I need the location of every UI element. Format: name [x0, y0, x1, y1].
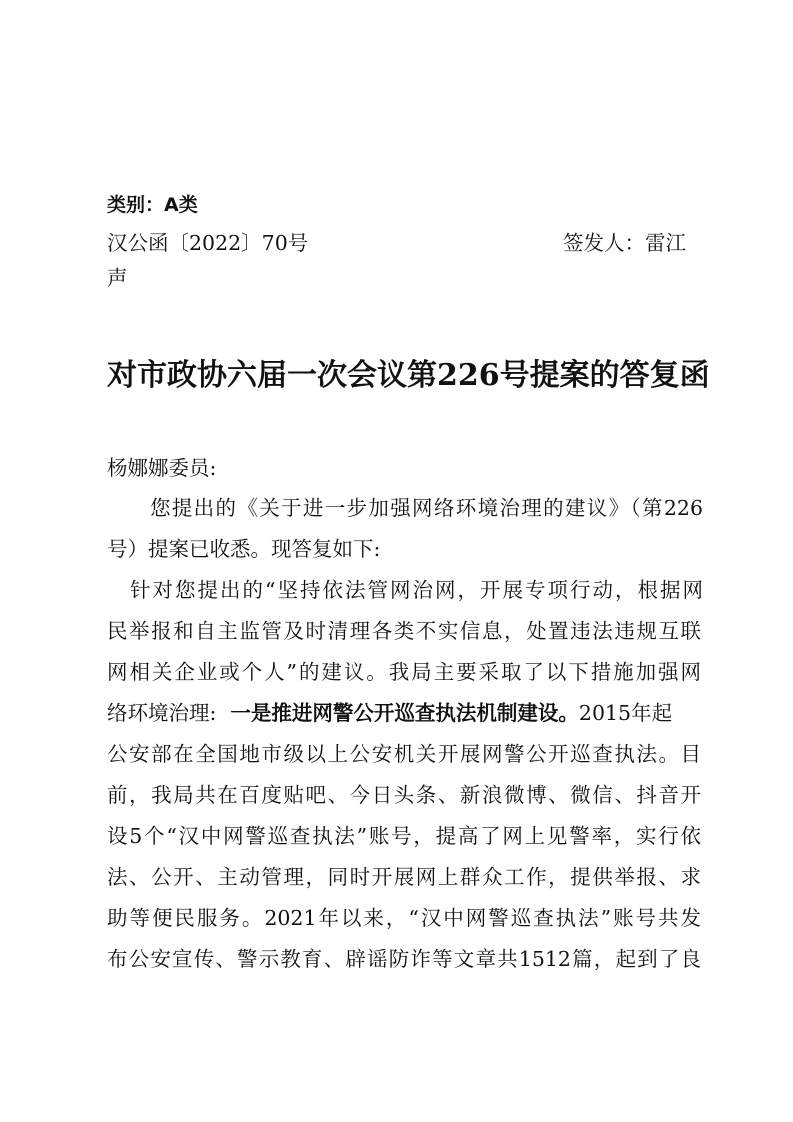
- paragraph-1-line-2: 号）提案已收悉。现答复如下:: [107, 537, 381, 561]
- paragraph-2-line-3: 网相关企业或个人”的建议。我局主要采取了以下措施加强网: [107, 660, 701, 684]
- paragraph-2-line-4: [107, 699, 701, 727]
- emphasis-measure-one: 一是推进网警公开巡查执法机制建设。: [230, 701, 579, 725]
- paragraph-2-line-4-start: 络环境治理:: [107, 701, 217, 725]
- signer-label: 签发人：雷江: [563, 231, 686, 255]
- paragraph-2-line-2: 民举报和自主监管及时清理各类不实信息，处置违法违规互联: [107, 619, 701, 643]
- paragraph-2-line-9: 助等便民服务。2021年以来，“汉中网警巡查执法”账号共发: [107, 906, 701, 930]
- document-category: 类别：A类: [107, 194, 198, 216]
- paragraph-2-line-7: 设5个“汉中网警巡查执法”账号，提高了网上见警率，实行依: [107, 824, 701, 848]
- paragraph-2-line-6: 前，我局共在百度贴吧、今日头条、新浪微博、微信、抖音开: [107, 783, 701, 807]
- paragraph-2-line-1: 针对您提出的“坚持依法管网治网，开展专项行动，根据网: [130, 578, 703, 602]
- paragraph-2-line-4-end: 2015年起: [578, 701, 673, 725]
- paragraph-2-line-10: 布公安宣传、警示教育、辟谣防诈等文章共1512篇，起到了良: [107, 947, 701, 971]
- salutation: 杨娜娜委员:: [107, 456, 217, 480]
- paragraph-2-line-8: 法、公开、主动管理，同时开展网上群众工作，提供举报、求: [107, 865, 701, 889]
- signer-name-continuation: 声: [107, 266, 128, 290]
- document-number: 汉公函〔2022〕70号: [107, 231, 309, 255]
- paragraph-2-line-5: 公安部在全国地市级以上公安机关开展网警公开巡查执法。目: [107, 742, 701, 766]
- document-title: 对市政协六届一次会议第226号提案的答复函: [107, 358, 710, 393]
- paragraph-1-line-1: 您提出的《关于进一步加强网络环境治理的建议》（第226: [150, 496, 703, 520]
